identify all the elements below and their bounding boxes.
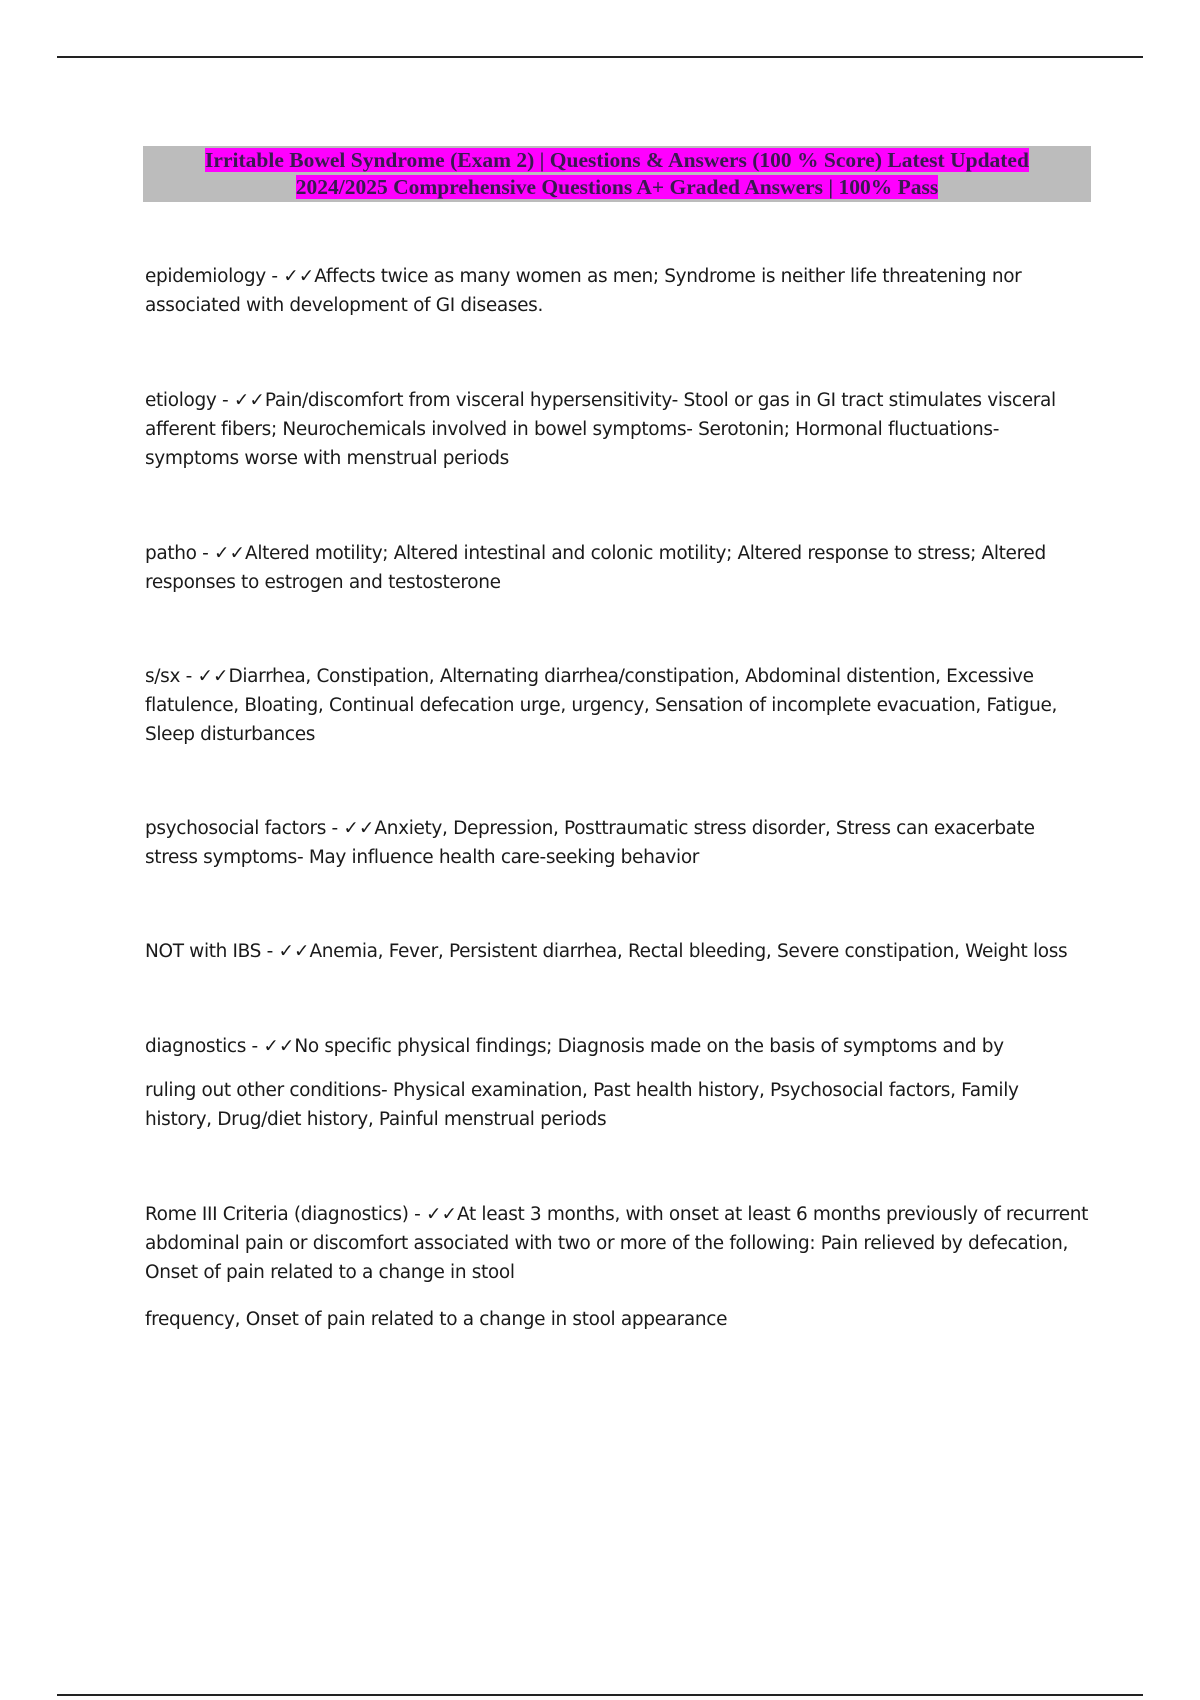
check-icon: ✓✓ — [283, 266, 315, 287]
entry-rome-iii-continuation: frequency, Onset of pain related to a change in stool appearance — [145, 1309, 728, 1330]
check-icon: ✓✓ — [233, 390, 265, 411]
entry-term: NOT with IBS — [145, 941, 262, 962]
entry-answer: At least 3 months, with onset at least 6 months previously of recurrent abdominal pain or discomfort associated with two or more of the following: Pain relieved by defecation, Onset of pain related to a change in stool — [145, 1204, 1089, 1283]
entry-psychosocial-factors: psychosocial factors - ✓✓Anxiety, Depression, Posttraumatic stress disorder, Stress can exacerbate stress symptoms- May influence health care-seeking behavior — [145, 818, 1035, 868]
entry-rome-iii-criteria: Rome III Criteria (diagnostics) - ✓✓At least 3 months, with onset at least 6 months previously of recurrent abdominal pain or discomfort associated with two or more of the following: Pain relieved by defecation, Onset of pain related to a change in stool — [145, 1204, 1089, 1283]
check-icon: ✓✓ — [197, 666, 229, 687]
check-icon: ✓✓ — [343, 818, 375, 839]
document-title — [143, 146, 1091, 202]
entry-term: Rome III Criteria (diagnostics) — [145, 1204, 409, 1225]
entry-term: s/sx — [145, 666, 181, 687]
bottom-rule — [57, 1694, 1143, 1696]
entry-answer: Diarrhea, Constipation, Alternating diarrhea/constipation, Abdominal distention, Excessive flatulence, Bloating, Continual defecation urge, urgency, Sensation of incomplete evacuation, Fatigue, Sleep disturbances — [145, 666, 1058, 745]
entry-epidemiology: epidemiology - ✓✓Affects twice as many women as men; Syndrome is neither life threatening nor associated with development of GI diseases. — [145, 266, 1022, 316]
entry-answer: Affects twice as many women as men; Syndrome is neither life threatening nor associated with development of GI diseases. — [145, 266, 1022, 316]
check-icon: ✓✓ — [278, 941, 310, 962]
entry-term: diagnostics — [145, 1036, 246, 1057]
entry-term: patho — [145, 543, 197, 564]
check-icon: ✓✓ — [425, 1204, 457, 1225]
title-line-2: 2024/2025 Comprehensive Questions A+ Graded Answers | 100% Pass — [295, 175, 939, 199]
check-icon: ✓✓ — [263, 1036, 295, 1057]
entry-patho: patho - ✓✓Altered motility; Altered intestinal and colonic motility; Altered response to stress; Altered responses to estrogen and testosterone — [145, 543, 1046, 593]
entry-term: etiology — [145, 390, 217, 411]
entry-answer: Anxiety, Depression, Posttraumatic stress disorder, Stress can exacerbate stress symptoms- May influence health care-seeking behavior — [145, 818, 1035, 868]
entry-answer: No specific physical findings; Diagnosis made on the basis of symptoms and by — [294, 1036, 1004, 1057]
entry-diagnostics-continuation: ruling out other conditions- Physical examination, Past health history, Psychosocial factors, Family history, Drug/diet history, Painful menstrual periods — [145, 1080, 1019, 1130]
entry-diagnostics: diagnostics - ✓✓No specific physical findings; Diagnosis made on the basis of symptoms and by — [145, 1036, 1004, 1057]
entry-signs-symptoms: s/sx - ✓✓Diarrhea, Constipation, Alternating diarrhea/constipation, Abdominal distention, Excessive flatulence, Bloating, Continual defecation urge, urgency, Sensation of incomplete evacuation, Fatigue, Sleep disturbances — [145, 666, 1058, 745]
top-rule — [57, 56, 1143, 58]
entry-answer: Altered motility; Altered intestinal and colonic motility; Altered response to stress; Altered responses to estrogen and testosterone — [145, 543, 1046, 593]
entry-not-with-ibs: NOT with IBS - ✓✓Anemia, Fever, Persistent diarrhea, Rectal bleeding, Severe constipation, Weight loss — [145, 941, 1068, 962]
entry-etiology: etiology - ✓✓Pain/discomfort from visceral hypersensitivity- Stool or gas in GI tract stimulates visceral afferent fibers; Neurochemicals involved in bowel symptoms- Serotonin; Hormonal fluctuations- symptoms worse with menstrual periods — [145, 390, 1056, 469]
title-line-1: Irritable Bowel Syndrome (Exam 2) | Questions & Answers (100 % Score) Latest Updated — [205, 148, 1029, 172]
entry-answer: Anemia, Fever, Persistent diarrhea, Rectal bleeding, Severe constipation, Weight loss — [309, 941, 1068, 962]
check-icon: ✓✓ — [214, 543, 246, 564]
entry-term: epidemiology — [145, 266, 266, 287]
entry-answer: Pain/discomfort from visceral hypersensitivity- Stool or gas in GI tract stimulates visceral afferent fibers; Neurochemicals involved in bowel symptoms- Serotonin; Hormonal fluctuations- symptoms worse with menstrual periods — [145, 390, 1056, 469]
entry-term: psychosocial factors — [145, 818, 327, 839]
